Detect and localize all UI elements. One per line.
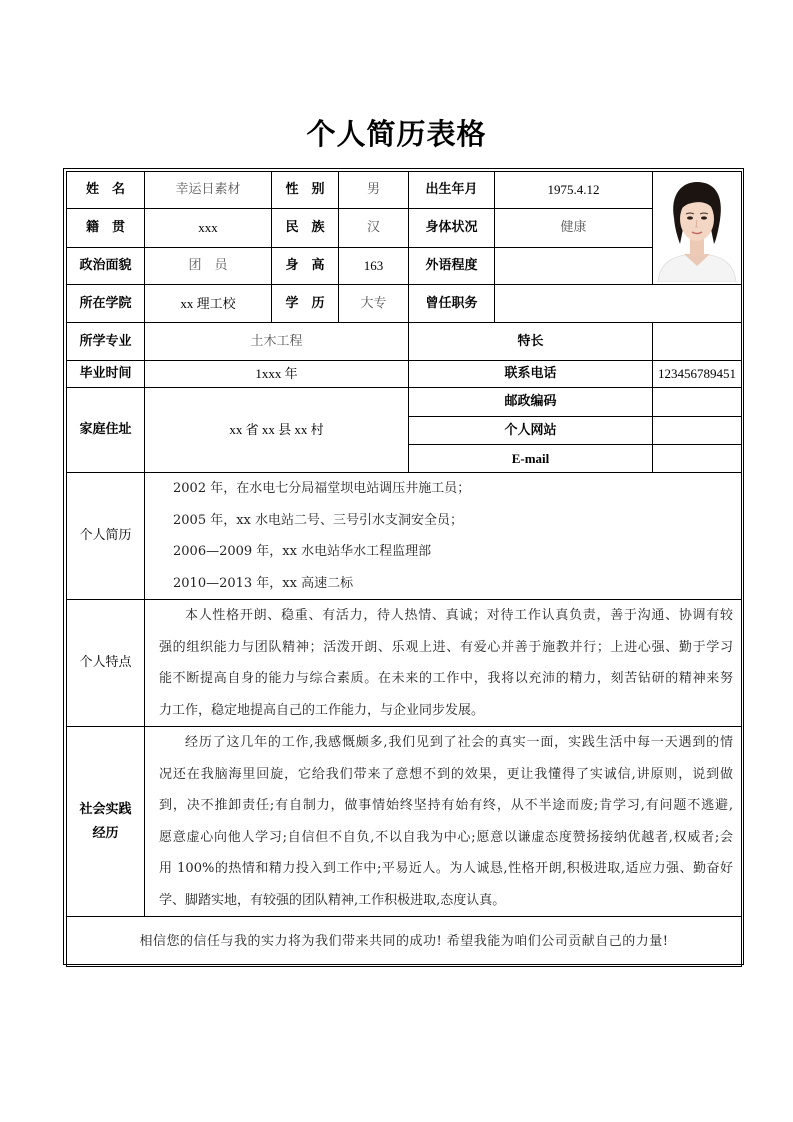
school-label: 所在学院 xyxy=(67,285,145,323)
history-line: 2006—2009 年，xx 水电站华水工程监理部 xyxy=(173,544,432,559)
traits-line: 能不断提高自身的能力与综合素质。在未来的工作中，我将以充沛的精力，刻苦钻研的精神来努 xyxy=(159,671,733,686)
row-practice xyxy=(67,727,742,917)
political-label: 政治面貌 xyxy=(67,248,145,285)
row-traits xyxy=(67,600,742,727)
major-value: 土木工程 xyxy=(145,323,409,361)
practice-line: 学、脚踏实地，有较强的团队精神,工作积极进取,态度认真。 xyxy=(159,892,506,908)
row-native xyxy=(67,209,742,248)
phone-label: 联系电话 xyxy=(409,361,653,388)
health-value: 健康 xyxy=(495,209,653,248)
row-postcode xyxy=(67,388,742,417)
traits-content xyxy=(145,600,742,727)
ethnic-value: 汉 xyxy=(339,209,409,248)
practice-content xyxy=(145,727,742,917)
traits-line: 本人性格开朗、稳重、有活力，待人热情、真诚；对待工作认真负责，善于沟通、协调有较 xyxy=(185,608,733,623)
row-graduation xyxy=(67,361,742,388)
name-label: 姓 名 xyxy=(67,172,145,209)
gender-label: 性 别 xyxy=(272,172,339,209)
phone-value: 123456789451 xyxy=(653,361,742,388)
practice-label-line1: 社会实践 xyxy=(79,802,132,818)
practice-line: 经历了这几年的工作,我感慨颇多,我们见到了社会的真实一面，实践生活中每一天遇到的情 xyxy=(185,735,733,750)
practice-line: 愿意虚心向他人学习;自信但不自负,不以自我为中心;愿意以谦虚态度赞扬接纳优越者,权威者;会 xyxy=(159,829,733,845)
birth-label: 出生年月 xyxy=(409,172,495,209)
language-label: 外语程度 xyxy=(409,248,495,285)
row-political xyxy=(67,248,742,285)
native-label: 籍 贯 xyxy=(67,209,145,248)
education-label: 学 历 xyxy=(272,285,339,323)
email-value xyxy=(653,445,742,473)
history-content xyxy=(145,473,742,600)
closing-statement: 相信您的信任与我的实力将为我们带来共同的成功! 希望我能为咱们公司贡献自己的力量! xyxy=(67,917,742,967)
position-label: 曾任职务 xyxy=(409,285,495,323)
row-major xyxy=(67,323,742,361)
traits-line: 力工作，稳定地提高自己的工作能力，与企业同步发展。 xyxy=(159,702,485,718)
height-label: 身 高 xyxy=(272,248,339,285)
website-value xyxy=(653,417,742,445)
history-label: 个人简历 xyxy=(67,473,145,600)
school-value: xx 理工校 xyxy=(145,285,272,323)
native-value: xxx xyxy=(145,209,272,248)
specialty-label: 特长 xyxy=(409,323,653,361)
profile-photo xyxy=(654,174,740,282)
traits-label: 个人特点 xyxy=(67,600,145,727)
graduation-label: 毕业时间 xyxy=(67,361,145,388)
practice-line: 用 100%的热情和精力投入到工作中;平易近人。为人诚恳,性格开朗,积极进取,适应力强、勤奋好 xyxy=(159,861,733,876)
address-label: 家庭住址 xyxy=(67,388,145,473)
email-label: E-mail xyxy=(409,445,653,473)
row-name xyxy=(67,172,742,209)
photo-cell xyxy=(653,172,742,285)
row-history xyxy=(67,473,742,600)
practice-label xyxy=(67,727,145,917)
birth-value: 1975.4.12 xyxy=(495,172,653,209)
practice-line: 到，决不推卸责任;有自制力，做事情始终坚持有始有终，从不半途而废;肯学习,有问题不逃避, xyxy=(159,798,733,813)
height-value: 163 xyxy=(339,248,409,285)
website-label: 个人网站 xyxy=(409,417,653,445)
ethnic-label: 民 族 xyxy=(272,209,339,248)
postcode-value xyxy=(653,388,742,417)
history-line: 2010—2013 年，xx 高速二标 xyxy=(173,575,354,591)
history-line: 2002 年，在水电七分局福堂坝电站调压井施工员； xyxy=(173,481,471,496)
graduation-value: 1xxx 年 xyxy=(145,361,409,388)
major-label: 所学专业 xyxy=(67,323,145,361)
traits-line: 强的组织能力与团队精神；活泼开朗、乐观上进、有爱心并善于施教并行；上进心强、勤于学习 xyxy=(159,639,733,655)
history-line: 2005 年，xx 水电站二号、三号引水支洞安全员； xyxy=(173,512,464,528)
address-value: xx 省 xx 县 xx 村 xyxy=(145,388,409,473)
practice-line: 况还在我脑海里回旋，它给我们带来了意想不到的效果，更让我懂得了实诚信,讲原则，说到做 xyxy=(159,766,733,782)
row-footer xyxy=(67,917,742,967)
language-value xyxy=(495,248,653,285)
row-school xyxy=(67,285,742,323)
gender-value: 男 xyxy=(339,172,409,209)
education-value: 大专 xyxy=(339,285,409,323)
specialty-value xyxy=(653,323,742,361)
practice-label-line2: 经历 xyxy=(92,825,119,841)
position-value xyxy=(495,285,742,323)
name-value: 幸运日素材 xyxy=(145,172,272,209)
page-title: 个人简历表格 xyxy=(306,117,487,151)
resume-table xyxy=(66,171,742,967)
political-value: 团 员 xyxy=(145,248,272,285)
postcode-label: 邮政编码 xyxy=(409,388,653,417)
health-label: 身体状况 xyxy=(409,209,495,248)
